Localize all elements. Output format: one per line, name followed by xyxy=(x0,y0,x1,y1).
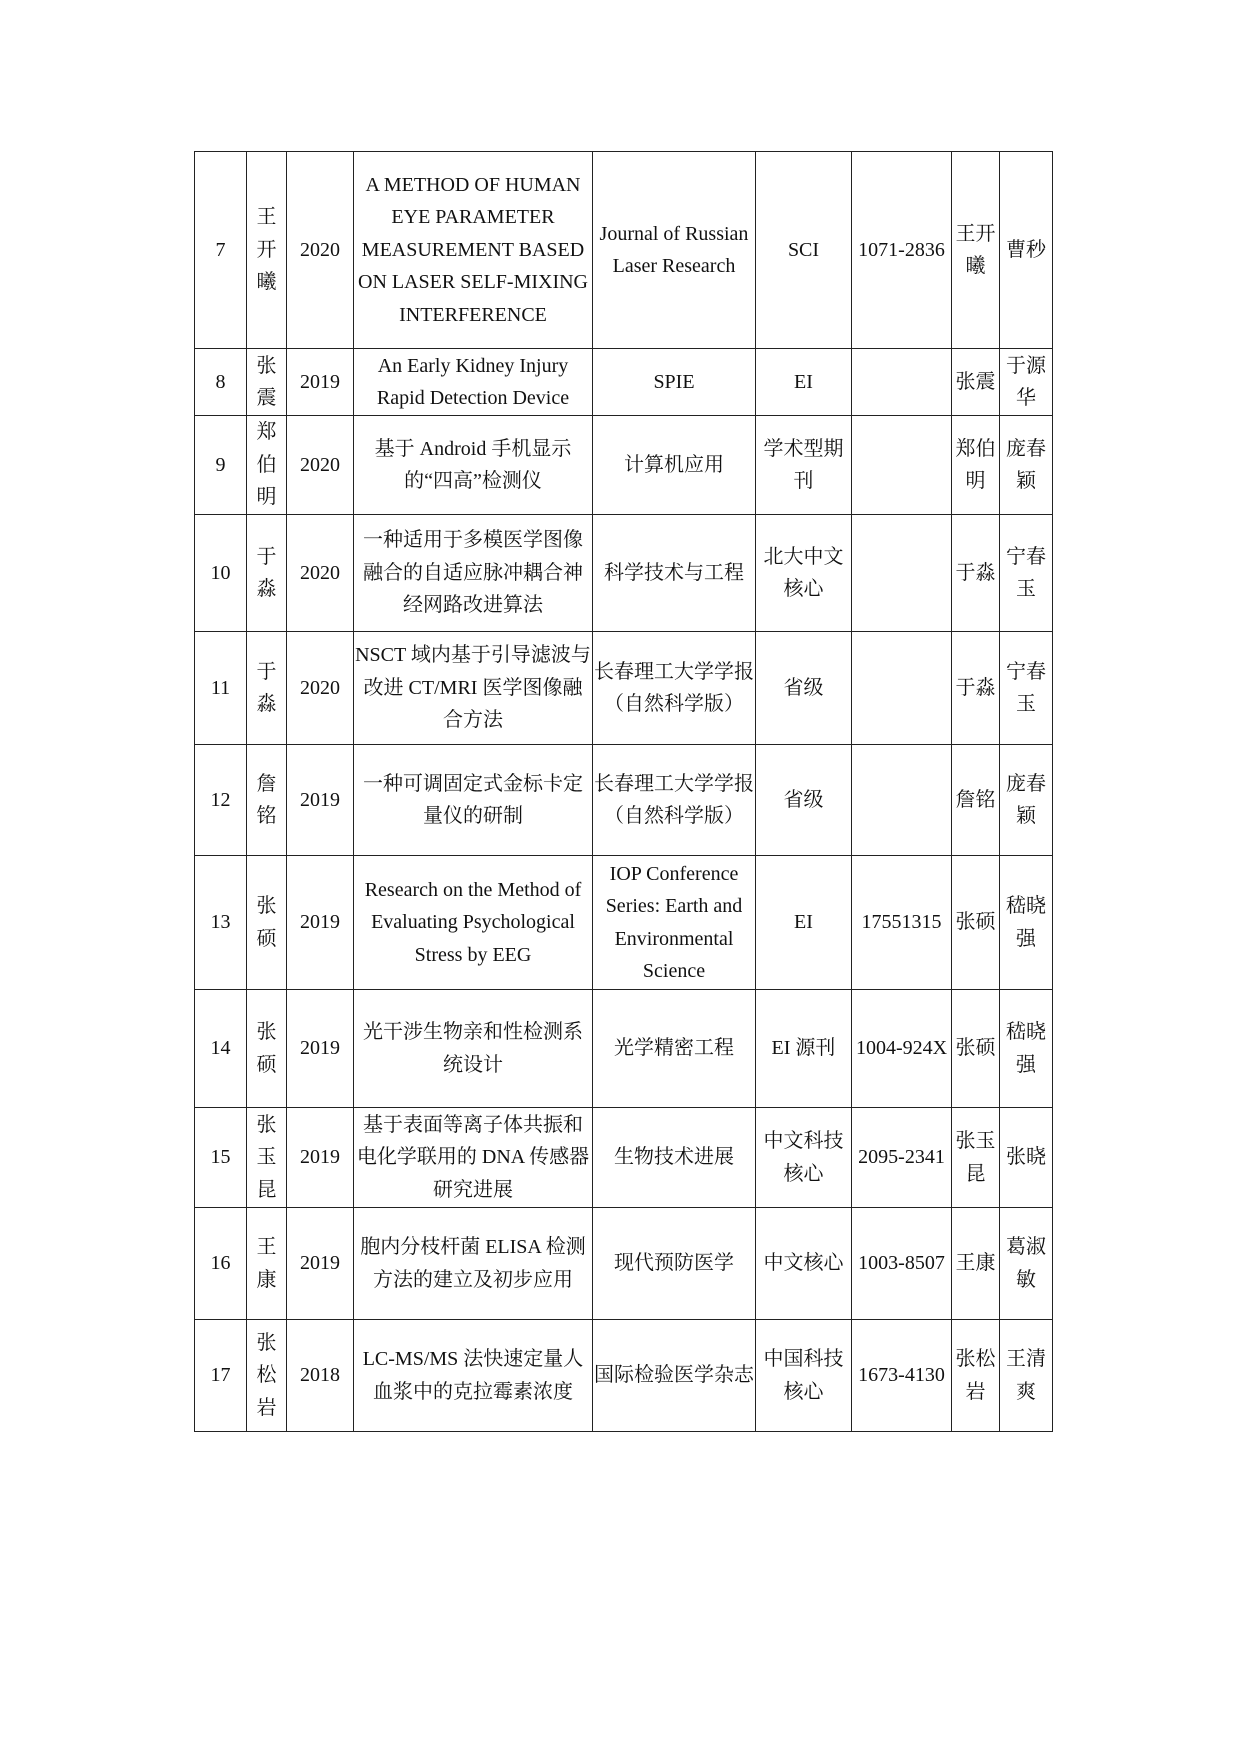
corresponding-author: 庞春颖 xyxy=(1000,745,1053,856)
issn-number xyxy=(852,745,952,856)
publication-year: 2019 xyxy=(287,1108,354,1208)
journal-name: 科学技术与工程 xyxy=(593,515,756,632)
row-number: 14 xyxy=(195,990,247,1108)
first-author: 于淼 xyxy=(952,632,1000,745)
table-row xyxy=(195,416,1053,515)
journal-name: 光学精密工程 xyxy=(593,990,756,1108)
paper-title: An Early Kidney Injury Rapid Detection Device xyxy=(354,349,593,416)
journal-level: 省级 xyxy=(756,632,852,745)
issn-number xyxy=(852,349,952,416)
paper-title: 基于表面等离子体共振和电化学联用的 DNA 传感器研究进展 xyxy=(354,1108,593,1208)
author-name: 张玉昆 xyxy=(247,1108,287,1208)
journal-level: 中文核心 xyxy=(756,1208,852,1320)
issn-number xyxy=(852,416,952,515)
journal-name: Journal of Russian Laser Research xyxy=(593,152,756,349)
publication-year: 2019 xyxy=(287,990,354,1108)
row-number: 7 xyxy=(195,152,247,349)
journal-name: 现代预防医学 xyxy=(593,1208,756,1320)
paper-title: NSCT 域内基于引导滤波与改进 CT/MRI 医学图像融合方法 xyxy=(354,632,593,745)
paper-title: 光干涉生物亲和性检测系统设计 xyxy=(354,990,593,1108)
journal-name: 国际检验医学杂志 xyxy=(593,1320,756,1432)
table-row xyxy=(195,1320,1053,1432)
first-author: 张硕 xyxy=(952,990,1000,1108)
first-author: 詹铭 xyxy=(952,745,1000,856)
row-number: 13 xyxy=(195,856,247,990)
paper-title: LC-MS/MS 法快速定量人血浆中的克拉霉素浓度 xyxy=(354,1320,593,1432)
first-author: 张松岩 xyxy=(952,1320,1000,1432)
journal-level: SCI xyxy=(756,152,852,349)
table-row xyxy=(195,632,1053,745)
author-name: 张硕 xyxy=(247,990,287,1108)
issn-number xyxy=(852,632,952,745)
journal-level: 北大中文核心 xyxy=(756,515,852,632)
first-author: 于淼 xyxy=(952,515,1000,632)
issn-number: 1004-924X xyxy=(852,990,952,1108)
author-name: 王开曦 xyxy=(247,152,287,349)
issn-number: 1003-8507 xyxy=(852,1208,952,1320)
row-number: 16 xyxy=(195,1208,247,1320)
journal-level: 中国科技核心 xyxy=(756,1320,852,1432)
row-number: 15 xyxy=(195,1108,247,1208)
table-row xyxy=(195,1108,1053,1208)
issn-number: 2095-2341 xyxy=(852,1108,952,1208)
paper-title: 一种可调固定式金标卡定量仪的研制 xyxy=(354,745,593,856)
first-author: 张震 xyxy=(952,349,1000,416)
row-number: 8 xyxy=(195,349,247,416)
corresponding-author: 于源华 xyxy=(1000,349,1053,416)
table-row xyxy=(195,515,1053,632)
corresponding-author: 宁春玉 xyxy=(1000,632,1053,745)
table-row xyxy=(195,856,1053,990)
table-row xyxy=(195,745,1053,856)
journal-name: 长春理工大学学报（自然科学版） xyxy=(593,745,756,856)
row-number: 10 xyxy=(195,515,247,632)
publication-year: 2019 xyxy=(287,745,354,856)
issn-number: 17551315 xyxy=(852,856,952,990)
journal-level: 中文科技核心 xyxy=(756,1108,852,1208)
row-number: 9 xyxy=(195,416,247,515)
corresponding-author: 张晓 xyxy=(1000,1108,1053,1208)
publication-year: 2019 xyxy=(287,349,354,416)
corresponding-author: 葛淑敏 xyxy=(1000,1208,1053,1320)
publication-year: 2020 xyxy=(287,515,354,632)
journal-level: EI xyxy=(756,349,852,416)
journal-name: 生物技术进展 xyxy=(593,1108,756,1208)
table-body xyxy=(195,152,1053,1432)
journal-level: EI 源刊 xyxy=(756,990,852,1108)
journal-level: EI xyxy=(756,856,852,990)
journal-name: SPIE xyxy=(593,349,756,416)
table-row xyxy=(195,1208,1053,1320)
publication-year: 2019 xyxy=(287,1208,354,1320)
publications-table xyxy=(194,151,1053,1432)
journal-level: 省级 xyxy=(756,745,852,856)
journal-level: 学术型期刊 xyxy=(756,416,852,515)
publication-year: 2020 xyxy=(287,632,354,745)
first-author: 张玉昆 xyxy=(952,1108,1000,1208)
first-author: 郑伯明 xyxy=(952,416,1000,515)
paper-title: Research on the Method of Evaluating Psychological Stress by EEG xyxy=(354,856,593,990)
row-number: 17 xyxy=(195,1320,247,1432)
journal-name: 计算机应用 xyxy=(593,416,756,515)
paper-title: 基于 Android 手机显示的“四高”检测仪 xyxy=(354,416,593,515)
journal-name: 长春理工大学学报（自然科学版） xyxy=(593,632,756,745)
paper-title: 一种适用于多模医学图像融合的自适应脉冲耦合神经网路改进算法 xyxy=(354,515,593,632)
issn-number: 1673-4130 xyxy=(852,1320,952,1432)
author-name: 张硕 xyxy=(247,856,287,990)
table-row xyxy=(195,990,1053,1108)
table-row xyxy=(195,349,1053,416)
author-name: 詹铭 xyxy=(247,745,287,856)
paper-title: 胞内分枝杆菌 ELISA 检测方法的建立及初步应用 xyxy=(354,1208,593,1320)
journal-name: IOP Conference Series: Earth and Environmental Science xyxy=(593,856,756,990)
author-name: 张震 xyxy=(247,349,287,416)
corresponding-author: 嵇晓强 xyxy=(1000,990,1053,1108)
corresponding-author: 曹秒 xyxy=(1000,152,1053,349)
first-author: 王康 xyxy=(952,1208,1000,1320)
author-name: 于淼 xyxy=(247,632,287,745)
corresponding-author: 王清爽 xyxy=(1000,1320,1053,1432)
row-number: 11 xyxy=(195,632,247,745)
publication-year: 2020 xyxy=(287,152,354,349)
corresponding-author: 庞春颖 xyxy=(1000,416,1053,515)
paper-title: A METHOD OF HUMAN EYE PARAMETER MEASUREMENT BASED ON LASER SELF-MIXING INTERFERENCE xyxy=(354,152,593,349)
issn-number xyxy=(852,515,952,632)
publication-year: 2018 xyxy=(287,1320,354,1432)
corresponding-author: 宁春玉 xyxy=(1000,515,1053,632)
first-author: 张硕 xyxy=(952,856,1000,990)
corresponding-author: 嵇晓强 xyxy=(1000,856,1053,990)
author-name: 张松岩 xyxy=(247,1320,287,1432)
first-author: 王开曦 xyxy=(952,152,1000,349)
author-name: 于淼 xyxy=(247,515,287,632)
table-row xyxy=(195,152,1053,349)
author-name: 王康 xyxy=(247,1208,287,1320)
publication-year: 2020 xyxy=(287,416,354,515)
row-number: 12 xyxy=(195,745,247,856)
author-name: 郑伯明 xyxy=(247,416,287,515)
issn-number: 1071-2836 xyxy=(852,152,952,349)
publication-year: 2019 xyxy=(287,856,354,990)
